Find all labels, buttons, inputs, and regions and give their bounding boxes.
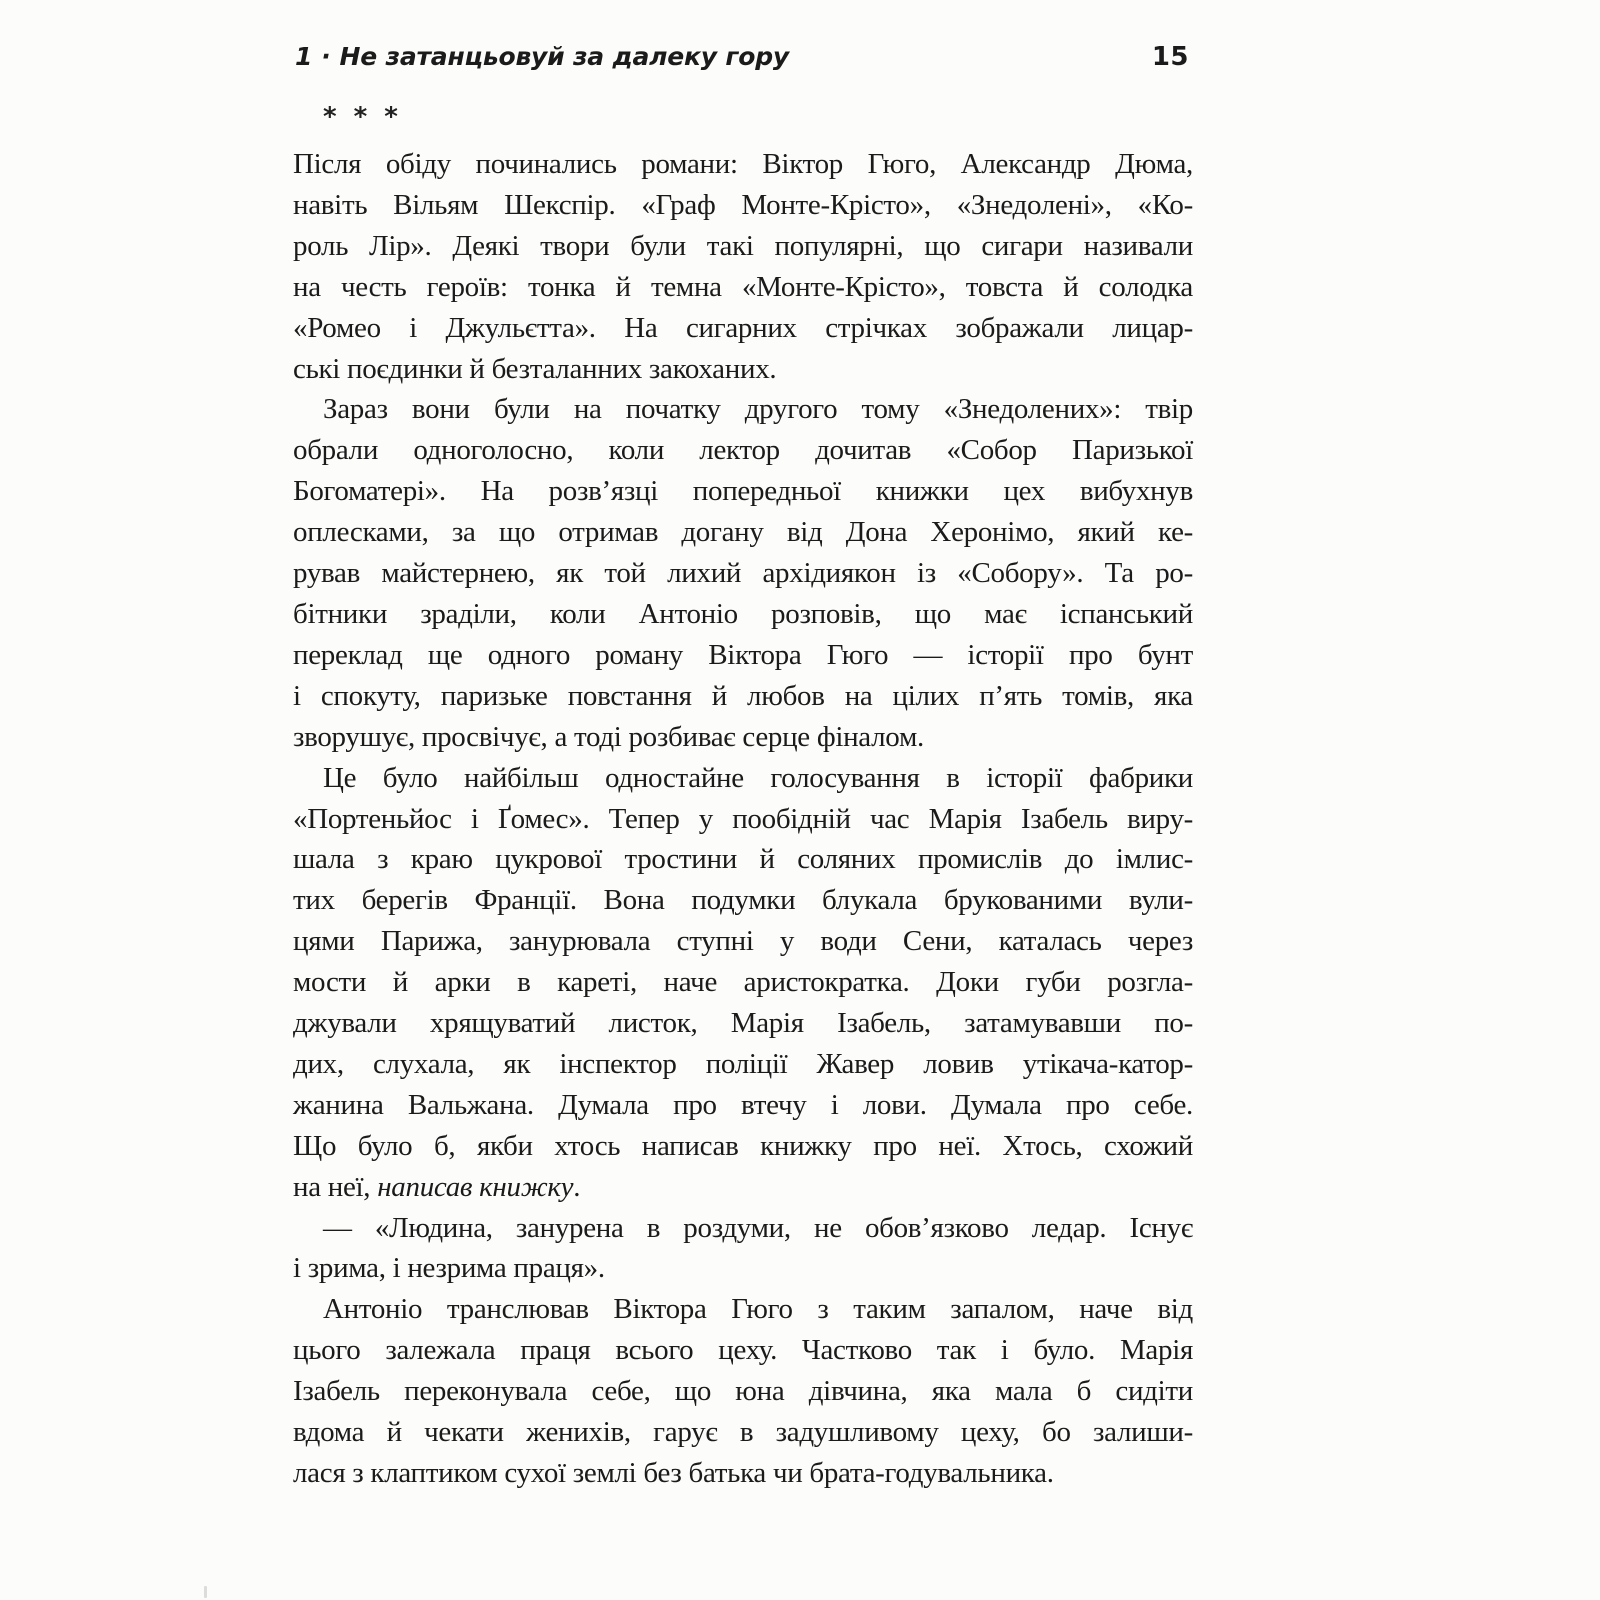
paragraphs-container — [293, 144, 1193, 1494]
text-line: ські поєдинки й безталанних закоханих. — [293, 352, 777, 385]
chapter-number: 1 — [295, 42, 313, 71]
text-line: рував майстернею, як той лихий архідиякон із «Собору». Та ро- — [293, 557, 1193, 590]
scan-artifact — [204, 1586, 207, 1598]
text-line: бітники зраділи, коли Антоніо розповів, що має іспанський — [293, 597, 1193, 630]
text-line: оплесками, за що отримав догану від Дона Херонімо, який ке- — [293, 516, 1193, 549]
text-line: тих берегів Франції. Вона подумки блукала брукованими вули- — [293, 884, 1193, 917]
text-line: навіть Вільям Шекспір. «Граф Монте-Крісто», «Знедолені», «Ко- — [293, 188, 1193, 221]
text-line: роль Лір». Деякі твори були такі популярні, що сигари називали — [293, 229, 1193, 262]
text-line: на неї, написав книжку. — [293, 1170, 581, 1203]
text-line: Ізабель переконувала себе, що юна дівчина, яка мала б сидіти — [293, 1375, 1193, 1408]
chapter-separator: · — [321, 42, 331, 71]
text-line: — «Людина, занурена в роздуми, не обов’язково ледар. Існує — [323, 1211, 1193, 1244]
text-line: «Ромео і Джульєтта». На сигарних стрічках зображали лицар- — [293, 311, 1193, 344]
text-line: жанина Вальжана. Думала про втечу і лови. Думала про себе. — [293, 1088, 1193, 1121]
text-line: Зараз вони були на початку другого тому «Знедолених»: твір — [323, 393, 1193, 426]
text-line: цього залежала праця всього цеху. Частково так і було. Марія — [293, 1334, 1193, 1367]
text-line: цями Парижа, занурювала ступні у води Сени, каталась через — [293, 925, 1193, 958]
text-line: шала з краю цукрової тростини й соляних промислів до імлис- — [293, 843, 1193, 876]
text-line: обрали одноголосно, коли лектор дочитав «Собор Паризької — [293, 434, 1193, 467]
page-header — [293, 42, 1193, 78]
text-line: і спокуту, паризьке повстання й любов на цілих п’ять томів, яка — [293, 679, 1193, 712]
text-line: Антоніо транслював Віктора Гюго з таким запалом, наче від — [323, 1293, 1193, 1326]
body-text — [293, 95, 1193, 1494]
text-line: на честь героїв: тонка й темна «Монте-Крісто», товста й солодка — [293, 270, 1193, 303]
running-title — [295, 42, 789, 71]
text-line: лася з клаптиком сухої землі без батька чи брата-годувальника. — [293, 1457, 1054, 1489]
text-line: Це було найбільш одностайне голосування в історії фабрики — [323, 761, 1193, 794]
text-line: мости й арки в кареті, наче аристократка. Доки губи розгла- — [293, 966, 1193, 999]
text-line: Богоматері». На розв’язці попередньої книжки цех вибухнув — [293, 475, 1193, 508]
chapter-title: Не затанцьовуй за далеку гору — [339, 42, 790, 71]
text-line: і зрима, і незрима праця». — [293, 1252, 605, 1285]
text-line: «Портеньйос і Ґомес». Тепер у пообідній час Марія Ізабель виру- — [293, 802, 1193, 835]
text-line: вдома й чекати женихів, гарує в задушливому цеху, бо залиши- — [293, 1416, 1193, 1449]
text-line: дих, слухала, як інспектор поліції Жавер ловив утікача-катор- — [293, 1047, 1193, 1080]
text-line: зворушує, просвічує, а тоді розбиває серце фіналом. — [293, 720, 924, 753]
text-line: Після обіду починались романи: Віктор Гюго, Александр Дюма, — [293, 148, 1193, 180]
page-number: 15 — [1151, 42, 1189, 72]
text-line: переклад ще одного роману Віктора Гюго — історії про бунт — [293, 638, 1193, 671]
section-break: * * * — [323, 102, 398, 132]
text-line: Що було б, якби хтось написав книжку про неї. Хтось, схожий — [293, 1129, 1193, 1162]
text-line: джували хрящуватий листок, Марія Ізабель, затамувавши по- — [293, 1007, 1193, 1040]
